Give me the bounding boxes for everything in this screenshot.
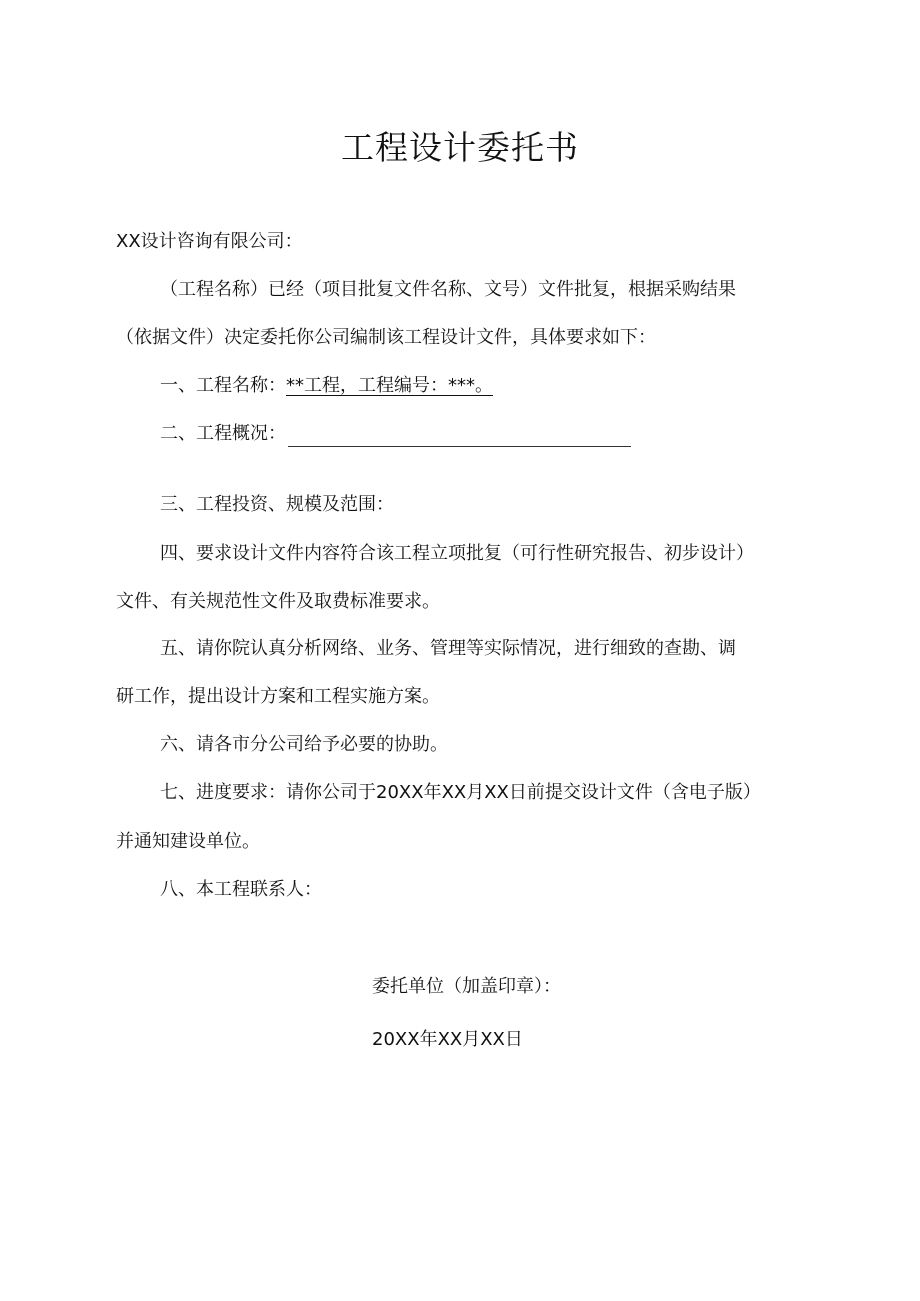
item-8: 八、本工程联系人：: [160, 879, 322, 900]
item-1: [160, 373, 493, 399]
item-1-value: **工程，工程编号：***。: [286, 375, 493, 396]
intro-line-2: （依据文件）决定委托你公司编制该工程设计文件，具体要求如下：: [116, 327, 656, 348]
document-title: 工程设计委托书: [341, 128, 579, 167]
item-6: 六、请各市分公司给予必要的协助。: [160, 734, 448, 755]
item-2-blank-underline: [288, 426, 631, 447]
signature-date: 20XX年XX月XX日: [372, 1029, 523, 1050]
intro-line-1: （工程名称）已经（项目批复文件名称、文号）文件批复，根据采购结果: [160, 279, 736, 300]
item-1-label: 一、工程名称：: [160, 375, 286, 396]
item-4-line-1: 四、要求设计文件内容符合该工程立项批复（可行性研究报告、初步设计）: [160, 543, 754, 564]
item-3: 三、工程投资、规模及范围：: [160, 494, 394, 515]
item-5-line-2: 研工作，提出设计方案和工程实施方案。: [116, 686, 440, 707]
item-5-line-1: 五、请你院认真分析网络、业务、管理等实际情况，进行细致的查勘、调: [160, 638, 736, 659]
item-2-label: 二、工程概况：: [160, 423, 286, 444]
item-7-line-2: 并通知建设单位。: [116, 831, 260, 852]
item-2: [160, 421, 631, 447]
item-7-line-1: 七、进度要求：请你公司于20XX年XX月XX日前提交设计文件（含电子版）: [160, 782, 761, 803]
recipient-line: XX设计咨询有限公司：: [116, 231, 303, 252]
entrusting-unit-line: 委托单位（加盖印章）：: [372, 976, 561, 997]
item-4-line-2: 文件、有关规范性文件及取费标准要求。: [116, 591, 440, 612]
